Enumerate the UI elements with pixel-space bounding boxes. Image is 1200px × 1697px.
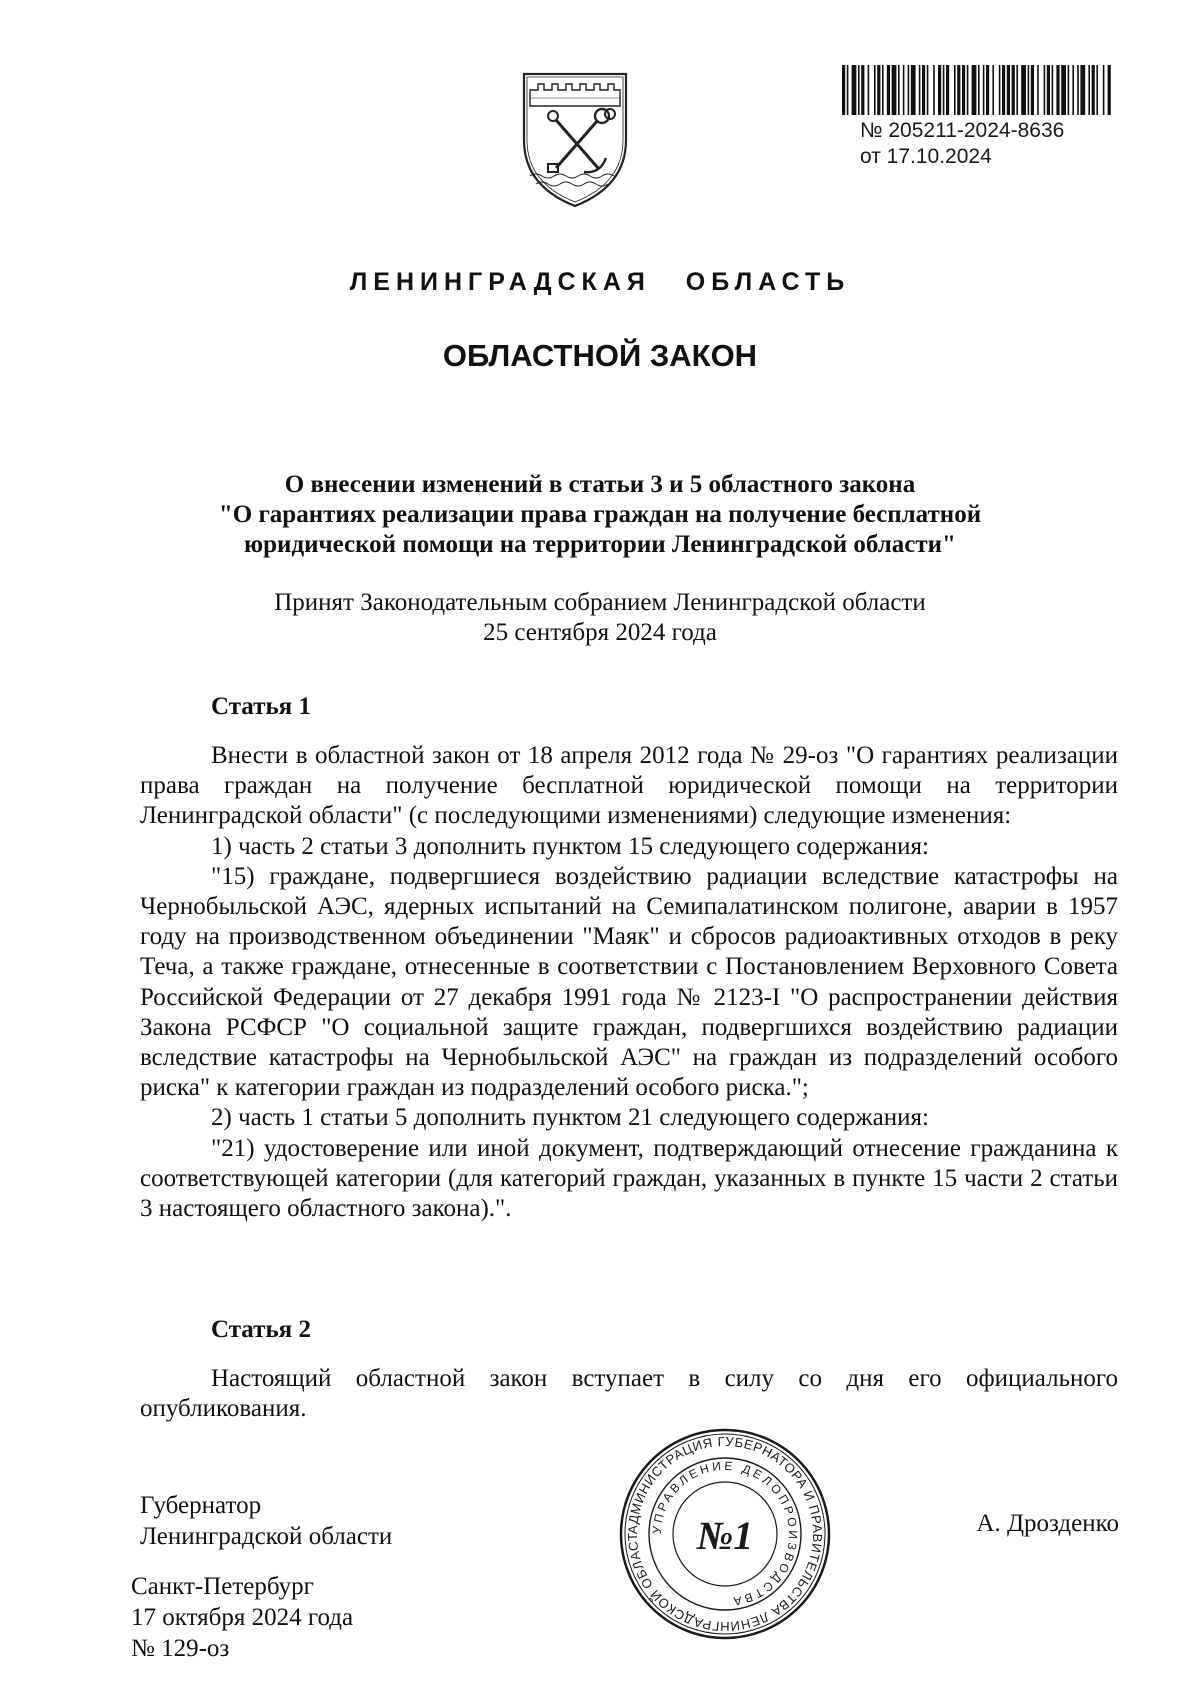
barcode-bar (911, 65, 916, 115)
barcode-bar (962, 65, 965, 115)
issue-date: 17 октября 2024 года (131, 1604, 354, 1631)
leningrad-oblast-coat-of-arms-icon (516, 68, 634, 210)
law-title-line: юридической помощи на территории Ленинградской области" (244, 531, 956, 558)
barcode-bar (892, 65, 897, 115)
barcode-bar (1061, 65, 1066, 115)
registration-date: от 17.10.2024 (860, 145, 992, 168)
barcode-bar (999, 65, 1001, 115)
barcode-bar (908, 65, 910, 115)
article-2-heading: Статья 2 (211, 1316, 311, 1343)
barcode-bar (1012, 65, 1015, 115)
barcode-bar (922, 65, 925, 115)
law-title (120, 470, 1080, 560)
region-heading: ЛЕНИНГРАДСКАЯ ОБЛАСТЬ (349, 268, 851, 296)
stamp-number: №1 (696, 1513, 754, 1558)
law-title-line: О внесении изменений в статьи 3 и 5 областного закона (284, 471, 916, 498)
barcode-bar (842, 65, 845, 115)
article-paragraph: Настоящий областной закон вступает в силу со дня его официального опубликования. (140, 1365, 1118, 1423)
document-type-heading: ОБЛАСТНОЙ ЗАКОН (442, 338, 758, 373)
barcode-bar (992, 65, 994, 115)
barcode-bar (978, 65, 980, 115)
barcode-graphic (840, 65, 1114, 115)
barcode-bar (852, 65, 857, 115)
barcode-bar (868, 65, 870, 115)
issue-city: Санкт-Петербург (131, 1573, 314, 1600)
stamp-outer-text: АДМИНИСТРАЦИЯ ГУБЕРНАТОРА И ПРАВИТЕЛЬСТВА ЛЕНИНГРАДСКОЙ ОБЛАСТ (624, 1433, 826, 1635)
barcode-bar (957, 65, 960, 115)
article-paragraph: "15) граждане, подвергшиеся воздействию радиации вследствие катастрофы на Чернобыльской АЭС, ядерных испытаний на Семипалатинском полигоне, аварии в 1957 году на производственном объединении "Маяк" и сбросов радиоактивных отходов в реку Теча, а также граждане, отнесенные в соответствии с Постановлением Верховного Совета Российской Федерации от 27 декабря 1991 года № 2123-I "О распространении действия Закона РСФСР "О социальной защите граждан, подвергшихся воздействию радиации вследствие катастрофы на Чернобыльской АЭС" на граждан из подразделений особого риска" к категории граждан из подразделений особого риска."; (140, 862, 1118, 1102)
barcode-bar (1028, 65, 1030, 115)
barcode-bar (1021, 65, 1026, 115)
signatory-position-line: Губернатор (140, 1492, 262, 1519)
barcode-bar (1007, 65, 1010, 115)
barcode-bar (938, 65, 941, 115)
barcode-bar (972, 65, 977, 115)
barcode-bar (943, 65, 945, 115)
article-paragraph: Внести в областной закон от 18 апреля 2012 года № 29-оз "О гарантиях реализации права граждан на получение бесплатной юридической помощи на территории Ленинградской области" (с последующими изменениями) следующие изменения: (140, 742, 1118, 830)
barcode-bar (1056, 65, 1059, 115)
barcode-bar (874, 65, 876, 115)
barcode-bar (1092, 65, 1095, 115)
article-1-body (140, 741, 1118, 1224)
barcode-bar (1072, 65, 1074, 115)
signatory-name: А. Дрозденко (976, 1510, 1119, 1537)
article-paragraph: 1) часть 2 статьи 3 дополнить пунктом 15 следующего содержания: (211, 832, 929, 860)
barcode-bar (986, 65, 989, 115)
barcode-bar (983, 65, 985, 115)
barcode-bar (1077, 65, 1079, 115)
law-title-line: "О гарантиях реализации права граждан на получение бесплатной (218, 501, 982, 528)
article-paragraph: 2) часть 1 статьи 5 дополнить пунктом 21 следующего содержания: (211, 1104, 929, 1132)
barcode-bar (903, 65, 905, 115)
barcode-bar (1031, 65, 1034, 115)
barcode-bar (1037, 65, 1039, 115)
registration-block (860, 118, 1064, 170)
coat-of-arms-emblem (516, 68, 634, 210)
article-1-heading: Статья 1 (211, 693, 311, 720)
barcode-bar (877, 65, 880, 115)
barcode-bar (882, 65, 884, 115)
barcode-bar (1096, 65, 1098, 115)
signatory-position (140, 1490, 392, 1552)
official-stamp (618, 1427, 832, 1641)
barcode-bar (898, 65, 900, 115)
barcode-bar (927, 65, 929, 115)
barcode-bar (1103, 65, 1105, 115)
barcode-bar (1002, 65, 1005, 115)
barcode-bar (919, 65, 921, 115)
barcode-bar (1052, 65, 1054, 115)
barcode-bar (1088, 65, 1090, 115)
barcode-bar (858, 65, 860, 115)
article-2-body (140, 1364, 1118, 1424)
barcode-bar (954, 65, 956, 115)
barcode-bar (1047, 65, 1050, 115)
barcode-bar (1108, 65, 1111, 115)
barcode-bar (1068, 65, 1070, 115)
barcode-bar (847, 65, 849, 115)
barcode-bar (887, 65, 890, 115)
article-paragraph: "21) удостоверение или иной документ, подтверждающий отнесение гражданина к соответствующей категории (для категорий граждан, указанных в пункте 15 части 2 статьи 3 настоящего областного закона).". (140, 1134, 1118, 1223)
issue-number: № 129-оз (131, 1635, 230, 1662)
adoption-note (120, 588, 1080, 648)
barcode-bar (1044, 65, 1046, 115)
barcode-bar (1080, 65, 1085, 115)
adoption-line: Принят Законодательным собранием Ленинградской области (274, 589, 926, 616)
barcode-bar (861, 65, 864, 115)
barcode-bar (1016, 65, 1018, 115)
signatory-position-line: Ленинградской области (140, 1523, 393, 1550)
barcode-bar (967, 65, 969, 115)
registration-number: № 205211-2024-8636 (860, 119, 1065, 142)
document-barcode (840, 65, 1114, 115)
barcode-bar (946, 65, 949, 115)
adoption-line: 25 сентября 2024 года (483, 619, 717, 646)
stamp-seal-graphic (618, 1427, 832, 1641)
barcode-bar (933, 65, 935, 115)
stamp-inner-text: УПРАВЛЕНИЕ ДЕЛОПРОИЗВОДСТВА (649, 1458, 801, 1609)
issue-details (131, 1571, 353, 1664)
